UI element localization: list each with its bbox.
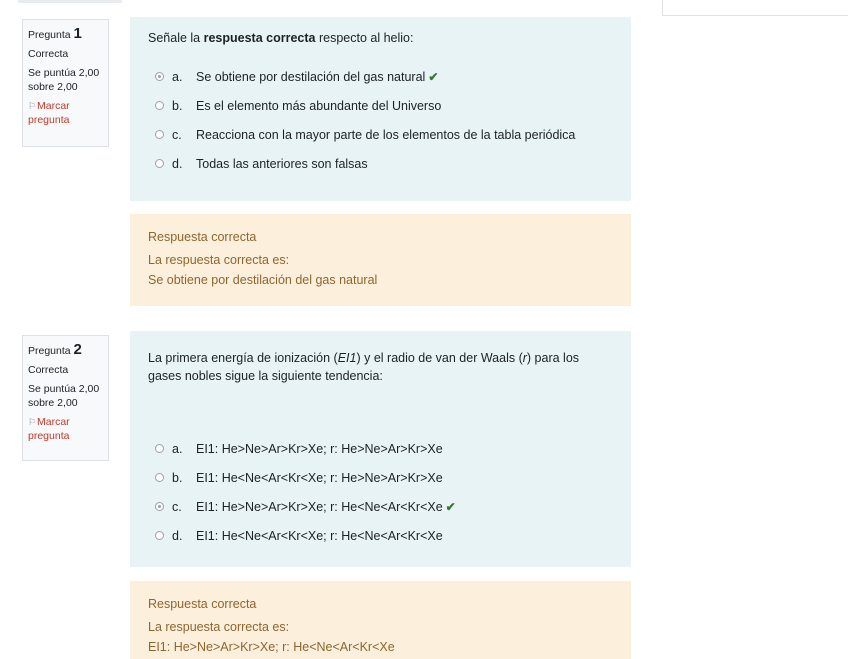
answer-option-a[interactable]: a. Se obtiene por destilación del gas natural ✔	[148, 62, 613, 91]
flag-question-link[interactable]	[28, 416, 103, 443]
answer-option-d[interactable]: d. Todas las anteriores son falsas	[148, 149, 613, 178]
radio-icon[interactable]	[155, 444, 164, 453]
answer-text: Se obtiene por destilación del gas natural	[196, 69, 426, 84]
answer-option-a[interactable]: a. EI1: He>Ne>Ar>Kr>Xe; r: He>Ne>Ar>Kr>Xe	[148, 434, 613, 463]
answer-option-d[interactable]: d. EI1: He<Ne<Ar<Kr<Xe; r: He<Ne<Ar<Kr<Xe	[148, 521, 613, 550]
right-panel-edge	[662, 0, 848, 16]
feedback-lead: La respuesta correcta es:	[148, 253, 290, 268]
answer-list	[148, 434, 613, 550]
question-2-info	[22, 335, 109, 461]
radio-icon[interactable]	[155, 130, 164, 139]
answer-text: Reacciona con la mayor parte de los elementos de la tabla periódica	[196, 127, 576, 142]
answer-text: Es el elemento más abundante del Universo	[196, 98, 442, 113]
answer-text: EI1: He>Ne>Ar>Kr>Xe; r: He<Ne<Ar<Kr<Xe	[196, 499, 443, 514]
question-1-info	[22, 19, 109, 147]
question-number-value: 2	[73, 341, 82, 358]
radio-icon[interactable]	[155, 159, 164, 168]
answer-option-b[interactable]: b. EI1: He<Ne<Ar<Kr<Xe; r: He>Ne>Ar>Kr>Xe	[148, 463, 613, 492]
radio-icon[interactable]	[155, 101, 164, 110]
answer-option-c[interactable]: c. EI1: He>Ne>Ar>Kr>Xe; r: He<Ne<Ar<Kr<Xe ✔	[148, 492, 613, 521]
radio-icon[interactable]	[155, 502, 164, 511]
question-1-feedback	[130, 214, 631, 306]
answer-text: EI1: He<Ne<Ar<Kr<Xe; r: He>Ne>Ar>Kr>Xe	[196, 470, 443, 485]
answer-text: EI1: He>Ne>Ar>Kr>Xe; r: He>Ne>Ar>Kr>Xe	[196, 441, 443, 456]
answer-text: Todas las anteriores son falsas	[196, 156, 368, 171]
question-grade: Se puntúa 2,00 sobre 2,00	[28, 383, 100, 409]
feedback-answer: Se obtiene por destilación del gas natural	[148, 272, 378, 287]
radio-icon[interactable]	[155, 531, 164, 540]
question-2-feedback	[130, 581, 631, 659]
feedback-title: Respuesta correcta	[148, 597, 257, 611]
answer-option-b[interactable]: b. Es el elemento más abundante del Universo	[148, 91, 613, 120]
question-2-formulation	[130, 331, 631, 567]
question-grade: Se puntúa 2,00 sobre 2,00	[28, 67, 100, 93]
top-tab-edge	[18, 0, 122, 3]
answer-text: EI1: He<Ne<Ar<Kr<Xe; r: He<Ne<Ar<Kr<Xe	[196, 528, 443, 543]
question-number	[28, 24, 103, 44]
answer-option-c[interactable]: c. Reacciona con la mayor parte de los elementos de la tabla periódica	[148, 120, 613, 149]
flag-icon: ⚐	[28, 101, 37, 112]
question-number-value: 1	[73, 25, 82, 42]
feedback-answer: EI1: He>Ne>Ar>Kr>Xe; r: He<Ne<Ar<Kr<Xe	[148, 639, 395, 654]
question-number	[28, 340, 103, 360]
question-text: Señale la respuesta correcta respecto al helio:	[148, 31, 414, 45]
feedback-title: Respuesta correcta	[148, 230, 257, 244]
flag-label: Marcar pregunta	[28, 416, 70, 443]
question-label: Pregunta	[28, 29, 71, 41]
flag-question-link[interactable]	[28, 100, 103, 127]
flag-icon: ⚐	[28, 417, 37, 428]
radio-icon[interactable]	[155, 72, 164, 81]
question-label: Pregunta	[28, 345, 71, 357]
feedback-lead: La respuesta correcta es:	[148, 620, 290, 635]
question-text: La primera energía de ionización (EI1) y el radio de van der Waals (r) para los gases nobles sigue la siguiente tendencia:	[148, 351, 580, 384]
radio-icon[interactable]	[155, 473, 164, 482]
question-state: Correcta	[28, 363, 69, 376]
flag-label: Marcar pregunta	[28, 100, 70, 127]
check-icon: ✔	[445, 499, 456, 514]
answer-list	[148, 62, 613, 178]
question-1-formulation	[130, 17, 631, 201]
check-icon: ✔	[428, 69, 439, 84]
question-state: Correcta	[28, 47, 69, 60]
